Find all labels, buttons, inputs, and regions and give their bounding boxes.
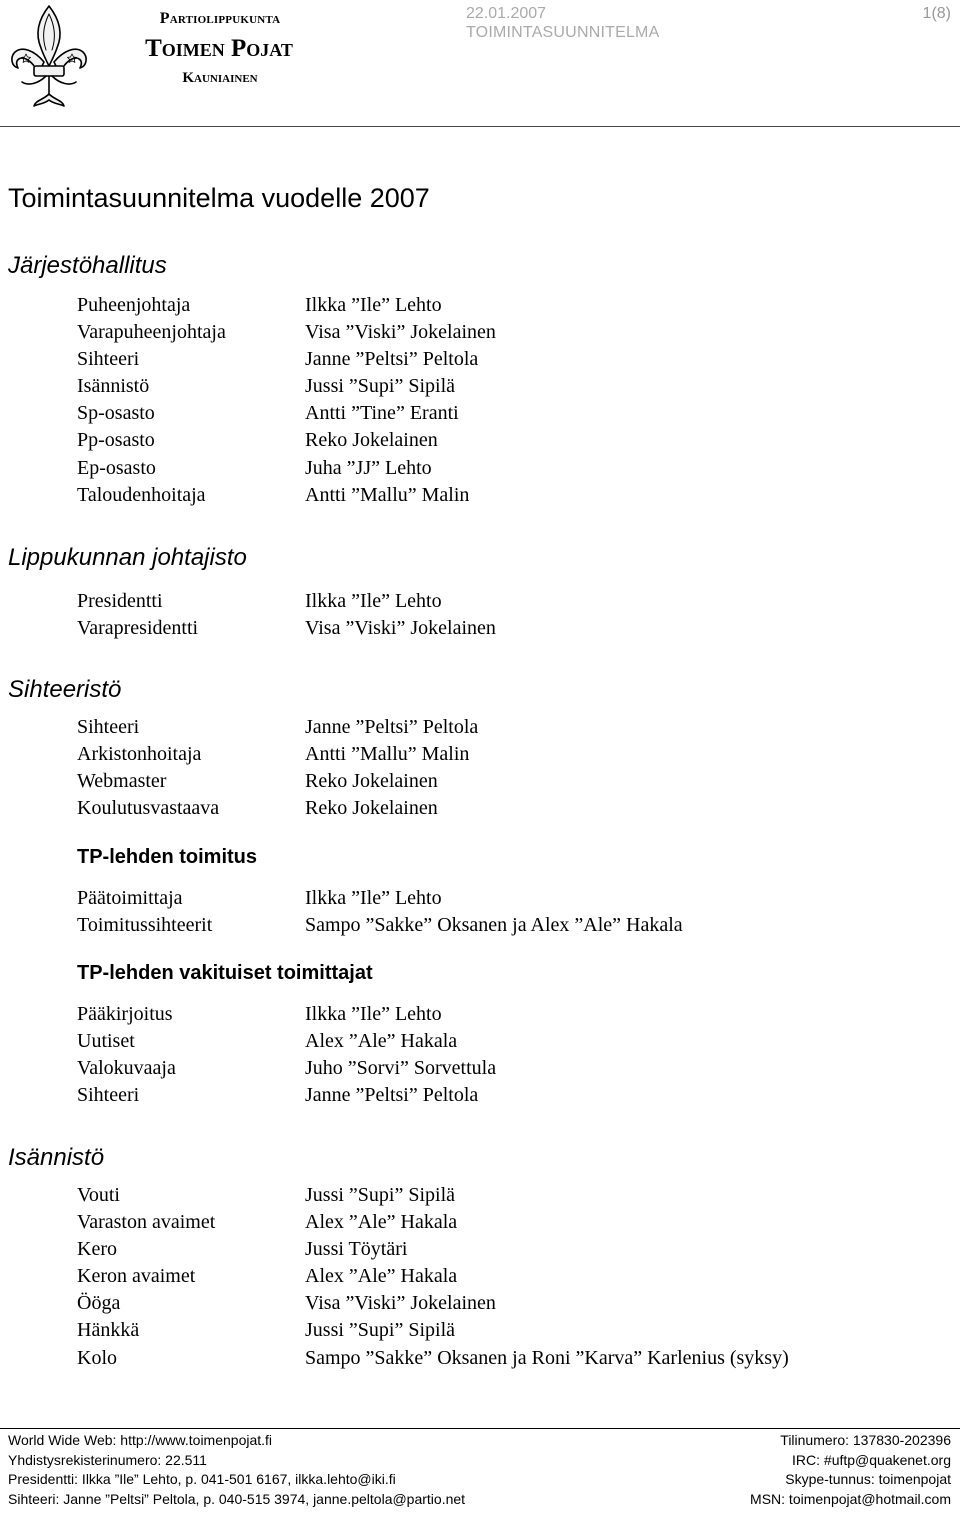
subsection-heading-tp-toimittajat: TP-lehden vakituiset toimittajat bbox=[77, 962, 373, 984]
role-label: Taloudenhoitaja bbox=[77, 483, 206, 506]
person-name: Janne ”Peltsi” Peltola bbox=[305, 716, 479, 738]
roster-johtajisto bbox=[0, 588, 960, 642]
section-heading-isannisto: Isännistö bbox=[8, 1144, 105, 1171]
roster-row bbox=[0, 1082, 960, 1109]
roster-row bbox=[0, 292, 960, 319]
role-label: Varapuheenjohtaja bbox=[77, 321, 226, 344]
roster-row bbox=[0, 1028, 960, 1055]
roster-row bbox=[0, 427, 960, 454]
footer-msn: MSN: toimenpojat@hotmail.com bbox=[750, 1490, 951, 1507]
role-label: Puheenjohtaja bbox=[77, 294, 191, 316]
document-type: TOIMINTASUUNNITELMA bbox=[466, 24, 660, 41]
roster-row bbox=[0, 615, 960, 642]
roster-row bbox=[0, 319, 960, 346]
footer-divider bbox=[0, 1428, 960, 1429]
role-label: Keron avaimet bbox=[77, 1265, 196, 1288]
person-name: Juho ”Sorvi” Sorvettula bbox=[305, 1057, 497, 1080]
roster-row bbox=[0, 1317, 960, 1344]
footer-skype: Skype-tunnus: toimenpojat bbox=[785, 1471, 951, 1487]
role-label: Uutiset bbox=[77, 1030, 135, 1053]
roster-row bbox=[0, 482, 960, 509]
person-name: Alex ”Ale” Hakala bbox=[305, 1211, 458, 1234]
person-name: Janne ”Peltsi” Peltola bbox=[305, 348, 479, 371]
role-label: Toimitussihteerit bbox=[77, 914, 213, 937]
person-name: Jussi ”Supi” Sipilä bbox=[305, 1184, 456, 1206]
roster-row bbox=[0, 455, 960, 482]
person-name: Janne ”Peltsi” Peltola bbox=[305, 1084, 479, 1107]
role-label: Arkistonhoitaja bbox=[77, 743, 202, 766]
roster-row bbox=[0, 1209, 960, 1236]
person-name: Jussi ”Supi” Sipilä bbox=[305, 1319, 456, 1342]
person-name: Visa ”Viski” Jokelainen bbox=[305, 1292, 496, 1315]
role-label: Varaston avaimet bbox=[77, 1211, 216, 1234]
fleur-de-lis-icon bbox=[8, 2, 90, 114]
person-name: Sampo ”Sakke” Oksanen ja Alex ”Ale” Hakala bbox=[305, 914, 683, 937]
roster-row bbox=[0, 1263, 960, 1290]
person-name: Reko Jokelainen bbox=[305, 770, 438, 793]
roster-row bbox=[0, 795, 960, 822]
roster-row bbox=[0, 400, 960, 427]
roster-row bbox=[0, 741, 960, 768]
roster-row bbox=[0, 346, 960, 373]
role-label: Hänkkä bbox=[77, 1319, 140, 1342]
role-label: Vouti bbox=[77, 1184, 120, 1206]
person-name: Alex ”Ale” Hakala bbox=[305, 1265, 458, 1288]
roster-row bbox=[0, 912, 960, 939]
roster-tp-toimittajat bbox=[0, 1001, 960, 1109]
roster-row bbox=[0, 1182, 960, 1209]
document-title: Toimintasuunnitelma vuodelle 2007 bbox=[8, 183, 430, 213]
role-label: Koulutusvastaava bbox=[77, 797, 220, 820]
footer-registry-number: Yhdistysrekisterinumero: 22.511 bbox=[8, 1451, 207, 1468]
person-name: Alex ”Ale” Hakala bbox=[305, 1030, 458, 1053]
footer-website: World Wide Web: http://www.toimenpojat.fi bbox=[8, 1432, 273, 1448]
footer-contact-left bbox=[8, 1431, 465, 1509]
person-name: Jussi Töytäri bbox=[305, 1238, 408, 1261]
roster-row bbox=[0, 768, 960, 795]
role-label: Päätoimittaja bbox=[77, 887, 183, 909]
roster-row bbox=[0, 714, 960, 741]
page-number: 1(8) bbox=[922, 5, 951, 22]
roster-row bbox=[0, 1290, 960, 1317]
person-name: Ilkka ”Ile” Lehto bbox=[305, 887, 442, 909]
roster-row bbox=[0, 885, 960, 912]
role-label: Presidentti bbox=[77, 590, 163, 612]
role-label: Varapresidentti bbox=[77, 617, 199, 640]
roster-jarjestohallitus bbox=[0, 292, 960, 509]
subsection-heading-tp-toimitus: TP-lehden toimitus bbox=[77, 846, 257, 868]
roster-sihteeristo bbox=[0, 714, 960, 822]
section-heading-jarjestohallitus: Järjestöhallitus bbox=[8, 252, 167, 279]
document-date: 22.01.2007 bbox=[466, 5, 547, 22]
footer-irc: IRC: #uftp@quakenet.org bbox=[792, 1451, 951, 1468]
roster-row bbox=[0, 1345, 960, 1372]
roster-row bbox=[0, 373, 960, 400]
person-name: Antti ”Mallu” Malin bbox=[305, 743, 470, 766]
person-name: Ilkka ”Ile” Lehto bbox=[305, 294, 442, 316]
roster-row bbox=[0, 1055, 960, 1082]
org-type: Partiolippukunta bbox=[159, 10, 281, 27]
role-label: Valokuvaaja bbox=[77, 1057, 176, 1080]
person-name: Reko Jokelainen bbox=[305, 429, 438, 452]
role-label: Sp-osasto bbox=[77, 402, 155, 425]
person-name: Sampo ”Sakke” Oksanen ja Roni ”Karva” Karlenius (syksy) bbox=[305, 1346, 789, 1369]
person-name: Antti ”Tine” Eranti bbox=[305, 402, 459, 425]
roster-row bbox=[0, 588, 960, 615]
role-label: Kolo bbox=[77, 1346, 117, 1369]
header-divider bbox=[0, 126, 960, 127]
org-location: Kauniainen bbox=[182, 70, 258, 86]
role-label: Sihteeri bbox=[77, 1084, 140, 1107]
role-label: Kero bbox=[77, 1238, 117, 1261]
role-label: Ep-osasto bbox=[77, 456, 156, 479]
roster-tp-toimitus bbox=[0, 885, 960, 939]
roster-isannisto bbox=[0, 1182, 960, 1372]
roster-row bbox=[0, 1001, 960, 1028]
person-name: Jussi ”Supi” Sipilä bbox=[305, 375, 456, 398]
role-label: Pääkirjoitus bbox=[77, 1003, 173, 1025]
org-name: Toimen Pojat bbox=[145, 35, 293, 62]
role-label: Pp-osasto bbox=[77, 429, 155, 452]
footer-president-contact: Presidentti: Ilkka ”Ile” Lehto, p. 041-501 6167, ilkka.lehto@iki.fi bbox=[8, 1471, 396, 1487]
person-name: Visa ”Viski” Jokelainen bbox=[305, 321, 496, 344]
role-label: Ööga bbox=[77, 1292, 121, 1315]
person-name: Juha ”JJ” Lehto bbox=[305, 456, 432, 479]
person-name: Visa ”Viski” Jokelainen bbox=[305, 617, 496, 640]
section-heading-sihteeristo: Sihteeristö bbox=[8, 676, 122, 703]
footer-account-number: Tilinumero: 137830-202396 bbox=[780, 1432, 951, 1448]
person-name: Reko Jokelainen bbox=[305, 797, 438, 820]
person-name: Ilkka ”Ile” Lehto bbox=[305, 1003, 442, 1025]
section-heading-johtajisto: Lippukunnan johtajisto bbox=[8, 544, 247, 571]
person-name: Ilkka ”Ile” Lehto bbox=[305, 590, 442, 612]
role-label: Webmaster bbox=[77, 770, 167, 793]
roster-row bbox=[0, 1236, 960, 1263]
role-label: Sihteeri bbox=[77, 348, 140, 371]
role-label: Sihteeri bbox=[77, 716, 140, 738]
footer-secretary-contact: Sihteeri: Janne ”Peltsi” Peltola, p. 040-515 3974, janne.peltola@partio.net bbox=[8, 1490, 466, 1507]
footer-contact-right bbox=[750, 1431, 951, 1509]
role-label: Isännistö bbox=[77, 375, 150, 398]
person-name: Antti ”Mallu” Malin bbox=[305, 483, 470, 506]
